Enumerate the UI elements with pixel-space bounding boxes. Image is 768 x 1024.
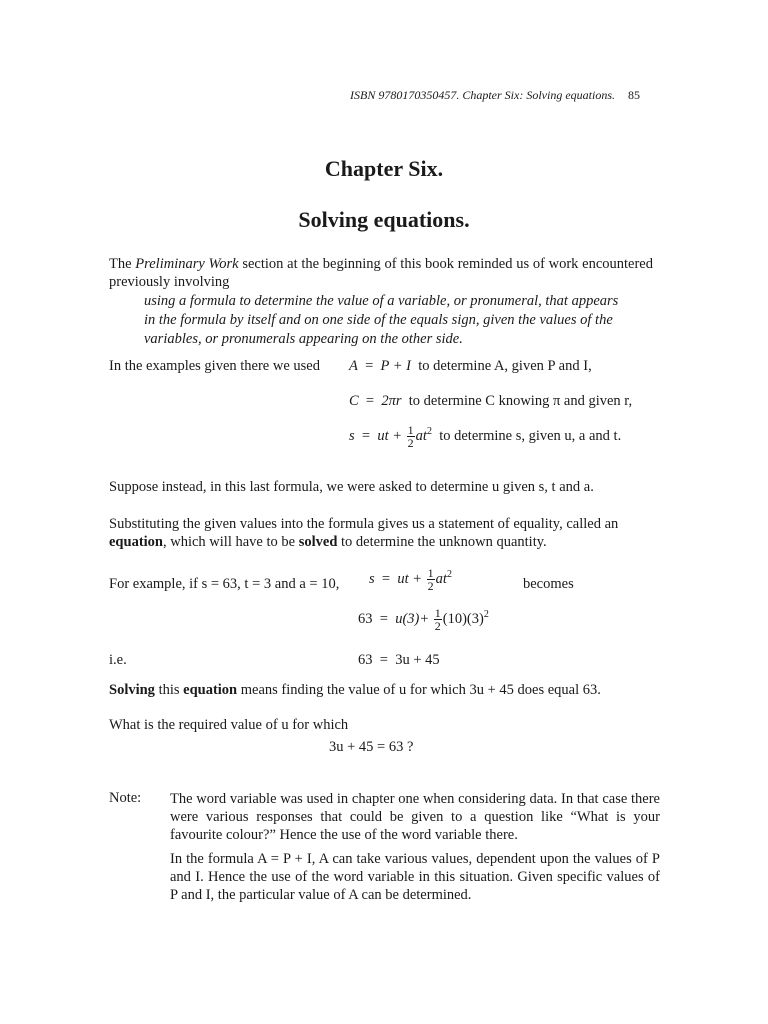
fraction-half (407, 424, 415, 449)
becomes-label: becomes (523, 576, 574, 592)
formula-3-eq: = (361, 427, 371, 444)
fraction-numerator: 1 (407, 423, 414, 437)
ie-label: i.e. (109, 652, 127, 668)
example-fraction (427, 567, 435, 592)
substituting-text-post: to determine the unknown quantity. (337, 534, 547, 550)
chapter-title: Chapter Six. (324, 156, 444, 181)
term-solved: solved (298, 534, 338, 550)
substituting-text-mid: , which will have to be (163, 534, 299, 550)
example-fraction-numerator: 1 (427, 566, 434, 580)
question-equation: 3u + 45 = 63 ? (329, 739, 414, 755)
formula-row-3 (349, 424, 621, 449)
example-line-2-rhs-a: u(3)+ (395, 610, 430, 627)
example-line-2-fraction-numerator: 1 (434, 606, 441, 620)
term-equation-2: equation (183, 682, 238, 698)
example-line-2-exponent: 2 (483, 609, 489, 620)
note-label: Note: (109, 790, 142, 806)
formula-1-desc: to determine A, given P and I, (418, 358, 592, 374)
formula-3-rhs-a: ut + (377, 427, 403, 444)
example-eq: = (381, 570, 391, 587)
running-header (350, 88, 640, 103)
formula-3-exponent: 2 (426, 426, 432, 437)
formula-2-eq: = (365, 393, 375, 409)
note-paragraph-1: The word variable was used in chapter one when considering data. In that case there were various responses that could be given to a question like “What is your favourite colour?” Hence the use of the word variable there. (170, 791, 660, 843)
example-line-2-lhs: 63 (358, 610, 373, 627)
example-lhs: s (369, 570, 375, 587)
section-title: Solving equations. (298, 207, 470, 232)
example-fraction-denominator: 2 (427, 579, 434, 593)
example-line-2-fraction (434, 607, 442, 632)
formula-1-lhs: A (349, 358, 358, 374)
term-equation: equation (109, 534, 163, 550)
formula-2-lhs: C (349, 393, 359, 409)
example-line-3-rhs: 3u + 45 (395, 652, 440, 668)
solving-text-post: means finding the value of u for which 3u + 45 does equal 63. (237, 682, 601, 698)
example-line-3 (358, 652, 440, 669)
solving-text-mid: this (154, 682, 184, 698)
formula-3-desc: to determine s, given u, a and t. (439, 427, 622, 444)
example-lead: For example, if s = 63, t = 3 and a = 10, (109, 576, 340, 592)
header-isbn: ISBN 9780170350457. (350, 88, 460, 102)
question-text: What is the required value of u for which (109, 717, 349, 733)
example-rhs-b: at (435, 570, 447, 587)
substituting-paragraph (109, 515, 659, 551)
header-chapter-ref: Chapter Six: Solving equations. (462, 88, 615, 102)
solving-paragraph (109, 682, 601, 699)
formula-3-lhs: s (349, 427, 355, 444)
formula-row-2 (349, 393, 632, 410)
example-line-2-fraction-denominator: 2 (434, 619, 441, 633)
formula-2-desc: to determine C knowing π and given r, (408, 393, 633, 409)
intro-text-pre: The (109, 256, 136, 272)
example-line-2-rhs-b: (10)(3) (442, 610, 484, 627)
substituting-text-pre: Substituting the given values into the formula gives us a statement of equality, called an (109, 516, 619, 532)
example-line-3-eq: = (379, 652, 388, 668)
intro-paragraph (109, 255, 653, 291)
formula-row-1 (349, 358, 592, 375)
example-rhs-a: ut + (397, 570, 423, 587)
example-line-2-eq: = (379, 610, 388, 627)
example-line-3-lhs: 63 (358, 652, 373, 668)
example-line-2 (358, 607, 489, 632)
note-paragraph-2: In the formula A = P + I, A can take various values, dependent upon the values of P and I. Hence the use of the word variable in this situation. Given specific values of P and I, the particular value of A can be determined. (170, 851, 660, 903)
term-solving: Solving (109, 682, 155, 698)
formula-1-eq: = (365, 358, 374, 374)
formula-3-rhs-b: at (415, 427, 427, 444)
formula-2-rhs: 2πr (381, 393, 402, 409)
formula-1-rhs: P + I (380, 358, 412, 374)
intro-text-post: section at the beginning of this book reminded us of work encountered previously involving (109, 256, 653, 290)
page-number: 85 (628, 88, 640, 102)
intro-emphasis: Preliminary Work (135, 256, 239, 272)
example-line-1 (369, 567, 452, 592)
example-exponent: 2 (446, 569, 452, 580)
examples-lead: In the examples given there we used (109, 358, 320, 374)
fraction-denominator: 2 (407, 436, 414, 450)
suppose-paragraph: Suppose instead, in this last formula, we were asked to determine u given s, t and a. (109, 479, 594, 495)
quote-paragraph: using a formula to determine the value of a variable, or pronumeral, that appears in the formula by itself and on one side of the equals sign, given the values of the variables, or pronumerals appearing on the other side. (144, 293, 619, 347)
